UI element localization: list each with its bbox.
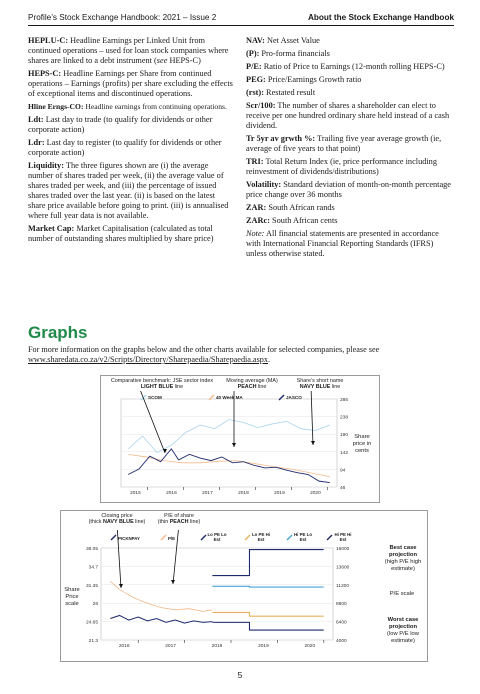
definition-term: Scr/100: — [246, 101, 276, 110]
graphs-intro-end: . — [268, 355, 271, 365]
y-tick-label: 286 — [340, 398, 349, 403]
page-header — [28, 11, 454, 26]
right-definition — [246, 180, 454, 200]
closing-suffix: line) — [133, 519, 146, 526]
x-tick-label: 2017 — [165, 644, 176, 649]
right-definition — [246, 36, 454, 46]
definition-text: Restated result — [263, 88, 316, 97]
note-label: Note: — [246, 229, 265, 238]
sharepaedia-link[interactable]: www.sharedata.co.za/v2/Scripts/Directory/Sharepaedia/Sharepaedia.aspx — [28, 355, 268, 365]
y-left-tick-label: 38.05 — [85, 547, 98, 552]
pe-line2 — [149, 519, 209, 525]
x-tick-label: 2016 — [166, 491, 177, 496]
legend-label: Hi PE Hi — [334, 532, 352, 537]
ma-color: PEACH — [237, 384, 257, 391]
definition-text: South African rands — [266, 203, 335, 212]
definition-term: Market Cap: — [28, 224, 75, 233]
legend-label: Est — [299, 537, 307, 542]
closing-annotation — [85, 513, 149, 526]
closing-line1: Closing price — [101, 513, 133, 519]
definition-text: Headline earnings from continuing operations. — [83, 102, 227, 111]
definition-term: ZAR: — [246, 203, 267, 212]
right-definition — [246, 75, 454, 85]
y-left-tick-label: 31.35 — [85, 583, 98, 589]
legend-label: JASCO — [286, 395, 302, 400]
worst-case-label — [379, 617, 427, 645]
chart-1-svg — [101, 391, 379, 503]
left-definition — [28, 69, 234, 99]
definition-text: Headline Earnings per Share from continued operations – Earnings (profits) per share excluding the effects of exceptional items and discontinued operations. — [28, 69, 233, 98]
definition-term: Tr 5yr av grwth %: — [246, 134, 316, 143]
pe-color: PEACH — [169, 519, 189, 526]
legend-label: Est — [339, 537, 347, 542]
legend-swatch — [201, 535, 206, 540]
legend-label: SCOM — [148, 395, 162, 400]
definition-term: PEG: — [246, 75, 266, 84]
legend-label: Lo PE Lo — [207, 532, 227, 537]
x-tick-label: 2017 — [202, 491, 213, 496]
chart-1-frame — [100, 375, 380, 503]
short-name-annotation — [289, 378, 351, 391]
best-case-label — [379, 545, 427, 573]
right-definition — [246, 49, 454, 59]
legend-label: Hi PE Lo — [293, 532, 313, 537]
graphs-intro-text: For more information on the graphs below and the other charts available for selected companies, please see — [28, 345, 380, 354]
right-definition — [246, 101, 454, 131]
left-definition — [28, 138, 234, 158]
definition-text: Headline Earnings per Linked Unit from continued operations – used for loan stock companies where shares are linked to a debt instrument ( — [28, 36, 229, 65]
pe-line1: P/E of share — [164, 513, 194, 519]
y-tick-label: 94 — [340, 468, 346, 474]
benchmark-color: LIGHT BLUE — [140, 384, 174, 391]
note-paragraph — [246, 229, 454, 259]
left-definition — [28, 36, 234, 66]
benchmark-line1: Comparative benchmark: JSE sector index — [110, 378, 214, 384]
worst-case-sub: (low P/E low estimate) — [387, 631, 419, 644]
y-tick-label: 238 — [340, 415, 349, 421]
right-definition — [246, 88, 454, 98]
chart-2-frame — [60, 510, 428, 662]
legend-label: P/E — [168, 536, 176, 541]
share-price-scale-label: Share Price scale — [64, 587, 80, 607]
legend-label: Est — [257, 537, 265, 542]
definition-text: Pro-forma financials — [259, 49, 330, 58]
x-tick-label: 2018 — [211, 644, 223, 649]
best-case-title: Best case projection — [388, 545, 418, 558]
header-title: Profile’s Stock Exchange Handbook: 2021 – Issue 2 — [28, 13, 217, 22]
graphs-intro — [28, 345, 458, 365]
short-line2 — [289, 384, 351, 390]
page-number: 5 — [237, 670, 243, 680]
y-right-tick-label: 11200 — [336, 583, 349, 589]
best-case-sub: (high P/E high estimate) — [384, 559, 422, 572]
definition-term: TRI: — [246, 157, 264, 166]
x-tick-label: 2020 — [304, 644, 316, 649]
x-tick-label: 2016 — [118, 644, 130, 649]
definition-term: ZARc: — [246, 216, 270, 225]
legend-label: Est — [213, 537, 221, 542]
benchmark-annotation — [107, 378, 217, 391]
definition-text: Price/Earnings Growth ratio — [265, 75, 362, 84]
right-definition — [246, 216, 454, 226]
definition-italic: see — [156, 56, 168, 65]
right-definition — [246, 203, 454, 213]
ma-line1: Moving average (MA) — [226, 378, 278, 384]
right-definition — [246, 62, 454, 72]
left-definition — [28, 224, 234, 244]
legend-swatch — [245, 535, 250, 540]
benchmark-suffix: line — [173, 384, 184, 391]
legend-swatch — [161, 535, 166, 540]
legend-swatch — [111, 535, 116, 540]
definitions-right-column — [246, 36, 454, 262]
right-definition — [246, 134, 454, 154]
definition-term: HEPLU-C: — [28, 36, 69, 45]
definition-term: Volatility: — [246, 180, 282, 189]
definition-text: Net Asset Value — [264, 36, 320, 45]
benchmark-line2 — [107, 384, 217, 390]
y-tick-label: 190 — [340, 433, 349, 439]
legend-label: PICKNPAY — [118, 536, 140, 541]
definition-term: Hline Erngs-CO: — [28, 102, 84, 111]
chart-2-svg — [61, 530, 427, 662]
definition-text: Standard deviation of month-on-month percentage price change over 36 months — [246, 180, 451, 199]
x-tick-label: 2015 — [130, 491, 141, 496]
worst-case-title: Worst case projection — [387, 617, 419, 630]
definition-text: Trailing five year average growth (ie, average of five years to that point) — [246, 134, 442, 153]
plot-area — [101, 548, 333, 640]
short-suffix: line — [330, 384, 341, 391]
y-right-tick-label: 13600 — [336, 565, 350, 571]
closing-prefix: (thick — [88, 519, 104, 526]
definition-text: Last day to register (to qualify for dividends or other corporate action) — [28, 138, 222, 157]
legend-label: 40 Week MA — [216, 395, 243, 400]
definition-term: P/E: — [246, 62, 262, 71]
legend-swatch — [287, 535, 292, 540]
ma-suffix: line — [256, 384, 267, 391]
pe-suffix: line) — [188, 519, 201, 526]
y-left-tick-label: 34.7 — [88, 565, 98, 571]
definition-term: NAV: — [246, 36, 265, 45]
definitions-left-column — [28, 36, 234, 247]
y-right-tick-label: 16000 — [336, 547, 350, 552]
definition-term: Ldt: — [28, 115, 44, 124]
left-definition — [28, 161, 234, 221]
x-tick-label: 2019 — [258, 644, 269, 649]
left-definition — [28, 102, 234, 112]
short-color: NAVY BLUE — [299, 384, 331, 391]
note-text: All financial statements are presented in accordance with International Financial Reporting Standards (IFRS) unless otherwise stated. — [246, 229, 439, 258]
y-right-tick-label: 6400 — [336, 620, 347, 626]
definition-term: Ldr: — [28, 138, 45, 147]
legend-swatch — [327, 535, 332, 540]
x-tick-label: 2019 — [274, 491, 285, 496]
y-left-tick-label: 21.3 — [88, 639, 98, 644]
pe-prefix: (thin — [157, 519, 170, 526]
pe-annotation — [149, 513, 209, 526]
definition-term: Liquidity: — [28, 161, 64, 170]
right-definition — [246, 157, 454, 177]
definition-text: South African cents — [269, 216, 338, 225]
chart1-side-label: Share price in cents — [352, 434, 372, 454]
y-tick-label: 142 — [340, 450, 349, 456]
left-definition — [28, 115, 234, 135]
definition-term: (P): — [246, 49, 260, 58]
ma-line2 — [219, 384, 285, 390]
x-tick-label: 2020 — [310, 491, 321, 496]
definition-text: The number of shares a shareholder can elect to receive per one hundred ordinary share held instead of a cash dividend. — [246, 101, 450, 130]
pe-scale-label: P/E scale — [389, 591, 415, 597]
ma-annotation — [219, 378, 285, 391]
y-right-tick-label: 4000 — [336, 639, 347, 644]
legend-label: Lo PE Hi — [251, 532, 271, 537]
closing-color: NAVY BLUE — [103, 519, 134, 526]
short-line1: Share’s short name — [296, 378, 344, 384]
y-left-tick-label: 24.65 — [85, 620, 98, 626]
definition-text: Total Return Index (ie, price performance including reinvestment of dividends/distributions) — [246, 157, 437, 176]
y-right-tick-label: 8800 — [336, 602, 347, 608]
definition-term: HEPS-C: — [28, 69, 62, 78]
y-left-tick-label: 28 — [92, 602, 98, 608]
y-tick-label: 46 — [340, 486, 346, 491]
closing-line2 — [85, 519, 149, 525]
definition-text: Market Capitalisation (calculated as total number of outstanding shares multiplied by share price) — [28, 224, 214, 243]
x-tick-label: 2018 — [238, 491, 249, 496]
definition-text: Last day to trade (to qualify for dividends or other corporate action) — [28, 115, 213, 134]
graphs-heading: Graphs — [28, 323, 88, 342]
definition-text: Ratio of Price to Earnings (12-month rolling HEPS-C) — [261, 62, 445, 71]
definition-text: The three figures shown are (i) the average number of shares traded per week, (ii) the average value of shares traded per week, and (iii) the percentage of issued shares traded over the last year. (ii) is based on the latest share price available before going to print. (iii) is annualised where full year data is not available. — [28, 161, 229, 220]
definition-tail: HEPS-C) — [167, 56, 201, 65]
definition-term: (rst): — [246, 88, 264, 97]
header-section: About the Stock Exchange Handbook — [307, 13, 454, 22]
